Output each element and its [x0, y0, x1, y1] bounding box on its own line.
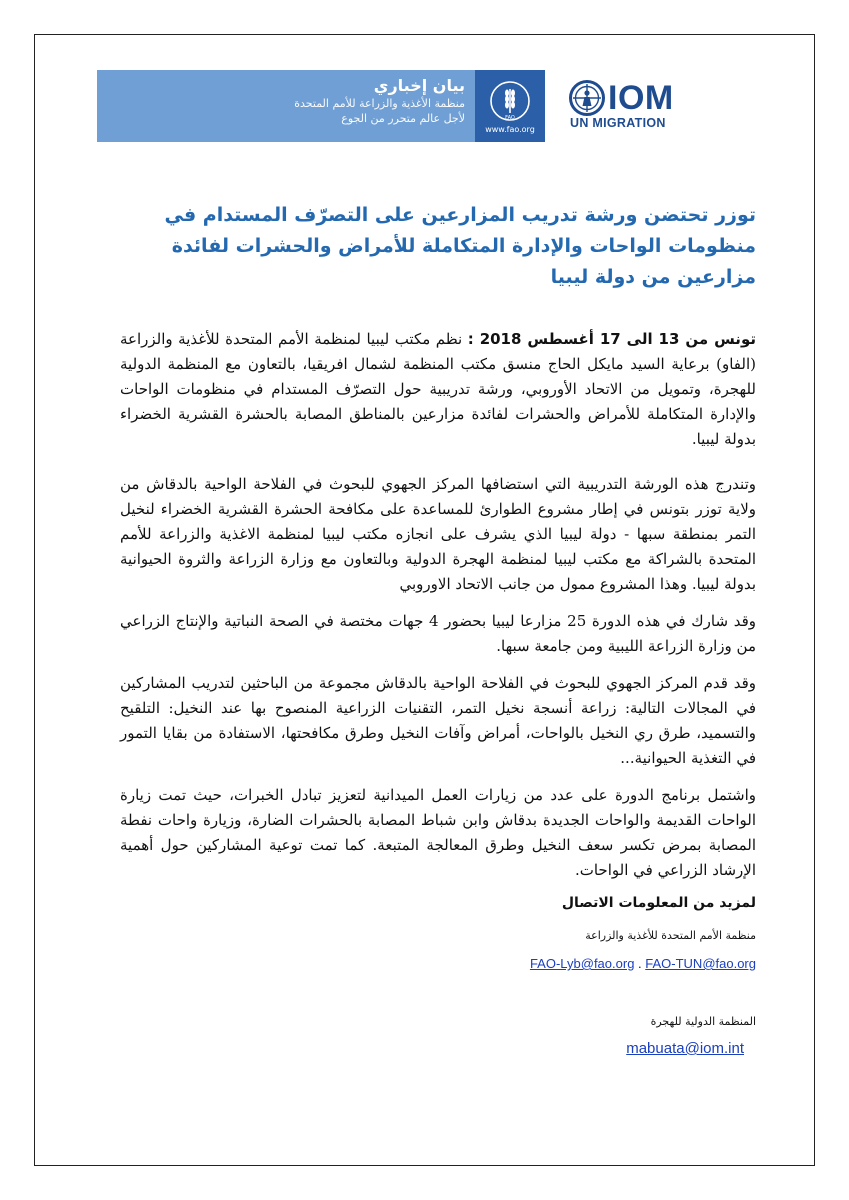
headline: توزر تحتضن ورشة تدريب المزارعين على التصرّف المستدام في منظومات الواحات والإدارة المتكاملة للأمراض والحشرات لفائدة مزارعين من دولة ليبيا — [164, 204, 756, 288]
paragraph-1 — [120, 327, 756, 452]
paragraph-3: وقد شارك في هذه الدورة 25 مزارعا ليبيا بحضور 4 جهات مختصة في الصحة النباتية والإنتاج الزراعي من وزارة الزراعة الليبية ومن جامعة سبها. — [120, 612, 756, 655]
fao-press-release-banner — [97, 70, 545, 142]
contact-heading: لمزيد من المعلومات الاتصال — [561, 895, 756, 911]
iom-contact-org: المنظمة الدولية للهجرة — [650, 1015, 756, 1028]
iom-logo — [568, 78, 692, 138]
email-separator: . — [634, 956, 646, 971]
paragraph-5: واشتمل برنامج الدورة على عدد من زيارات العمل الميدانية لتعزيز تبادل الخبرات، حيث تمت زيارة الواحات القديمة والواحات الجديدة بدقاش وابن شباط المصابة بالحشرات الضارة، وزيارة واحات نفطة المصابة بمرض تكسر سعف النخيل وطرق المعالجة المتبعة. كما تمت توعية المشاركين حول أهمية الإرشاد الزراعي في الواحات. — [120, 786, 756, 879]
iom-tagline: UN MIGRATION — [570, 116, 666, 130]
fao-banner-text — [97, 70, 475, 142]
fao-emblem — [475, 70, 545, 142]
paragraph-2: وتندرج هذه الورشة التدريبية التي استضافها المركز الجهوي للبحوث في الفلاحة الواحية بالدقاش من ولاية توزر بتونس في إطار مشروع الطوارئ للمساعدة على مكافحة الحشرة القشرية الخضراء لنخيل التمر بمنطقة سبها - دولة ليبيا الذي يشرف على انجازه مكتب ليبيا لمنظمة الاغذية والزراعة للأمم المتحدة بالشراكة مع مكتب ليبيا لمنظمة الهجرة الدولية وبالتعاون مع وزارة الزراعة والثروة الحيوانية بدولة ليبيا. وهذا المشروع ممول من جانب الاتحاد الاوروبي — [120, 475, 756, 593]
iom-email-line — [120, 1040, 756, 1057]
fao-emblem-letters: FAO — [505, 114, 515, 121]
iom-globe-icon — [568, 79, 606, 117]
fao-wheat-emblem-icon — [488, 79, 532, 123]
fao-banner-tagline: لأجل عالم متحرر من الجوع — [341, 112, 465, 125]
iom-wordmark: IOM — [608, 79, 674, 117]
fao-banner-title: بيان إخباري — [373, 76, 465, 95]
paragraph-1-body: نظم مكتب ليبيا لمنظمة الأمم المتحدة للأغذية والزراعة (الفاو) برعاية السيد مايكل الحاج منسق مكتب المنظمة لشمال افريقيا، بالتعاون مع المنظمة الدولية للهجرة، وتمويل من الاتحاد الأوروبي، ورشة تدريبية حول التصرّف المستدام في منظومات الواحات والإدارة المتكاملة للأمراض والحشرات لفائدة مزارعين بالمناطق المصابة بالحشرة القشرية الخضراء بدولة ليبيا. — [120, 330, 756, 448]
fao-url: www.fao.org — [485, 124, 535, 134]
fao-email-line — [120, 956, 756, 971]
fao-tun-email-link[interactable]: FAO-TUN@fao.org — [645, 956, 756, 971]
press-release-body — [120, 200, 756, 1057]
fao-banner-subtitle: منظمة الأغذية والزراعة للأمم المتحدة — [294, 97, 465, 110]
paragraph-4: وقد قدم المركز الجهوي للبحوث في الفلاحة الواحية بالدقاش مجموعة من الباحثين لتدريب المشاركين في المجالات التالية: زراعة أنسجة نخيل التمر، التقنيات الزراعية المنصوح بها عند النخيل: التلقيح والتسميد، طرق ري النخيل بالواحات، أمراض وآفات النخيل وطرق مكافحتها، الاستفادة من بقايا التمور في التغذية الحيوانية... — [120, 674, 756, 767]
iom-email-link[interactable]: mabuata@iom.int — [626, 1040, 744, 1057]
fao-lyb-email-link[interactable]: FAO-Lyb@fao.org — [529, 956, 635, 971]
dateline: تونس من 13 الى 17 أغسطس 2018 : — [467, 330, 756, 348]
fao-contact-org: منظمة الأمم المتحدة للأغذية والزراعة — [585, 929, 756, 942]
